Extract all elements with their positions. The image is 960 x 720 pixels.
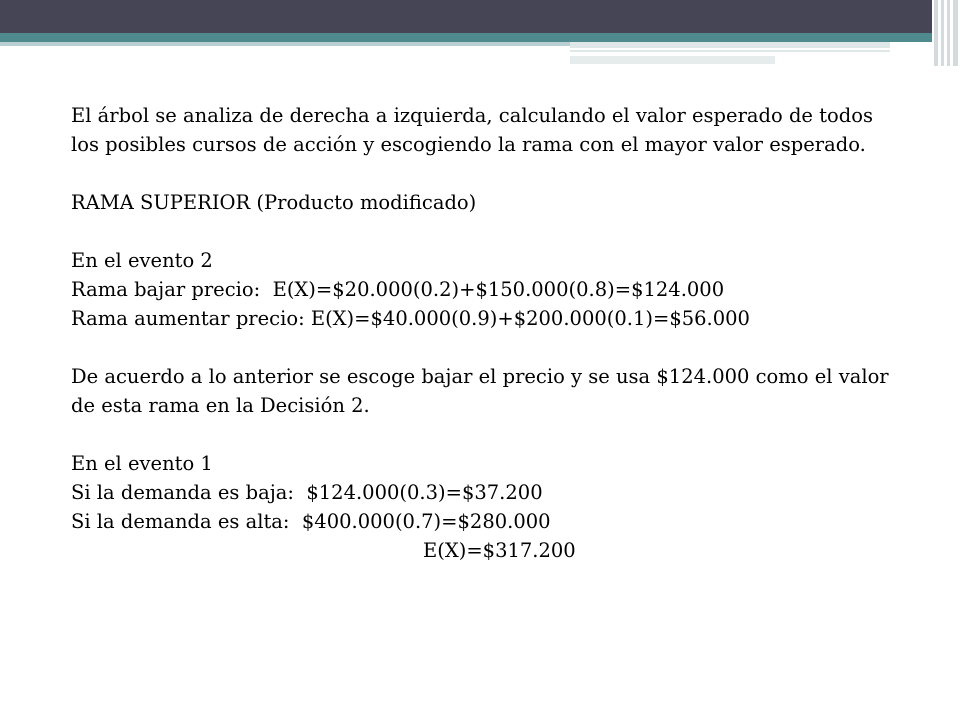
- event1-heading: En el evento 1: [71, 452, 213, 475]
- header-stripes: [932, 0, 960, 66]
- header-rule-right: [570, 42, 890, 52]
- expected-value-line: E(X)=$317.200: [423, 539, 576, 562]
- low-demand-line: Si la demanda es baja: $124.000(0.3)=$37.200: [71, 481, 543, 504]
- branch-title: RAMA SUPERIOR (Producto modificado): [71, 191, 477, 214]
- lower-price-line: Rama bajar precio: E(X)=$20.000(0.2)+$150.000(0.8)=$124.000: [71, 278, 725, 301]
- header-rule: [0, 42, 570, 46]
- header-accent-bar: [0, 33, 960, 42]
- conclusion-paragraph: De acuerdo a lo anterior se escoge bajar el precio y se usa $124.000 como el valor de esta rama en la Decisión 2.: [71, 365, 889, 417]
- high-demand-line: Si la demanda es alta: $400.000(0.7)=$280.000: [71, 510, 551, 533]
- intro-paragraph: El árbol se analiza de derecha a izquierda, calculando el valor esperado de todos los posibles cursos de acción y escogiendo la rama con el mayor valor esperado.: [71, 104, 873, 156]
- event2-heading: En el evento 2: [71, 249, 213, 272]
- slide-body: [71, 101, 891, 565]
- raise-price-line: Rama aumentar precio: E(X)=$40.000(0.9)+$200.000(0.1)=$56.000: [71, 307, 750, 330]
- header-rule-short: [570, 56, 775, 64]
- header-bar: [0, 0, 960, 33]
